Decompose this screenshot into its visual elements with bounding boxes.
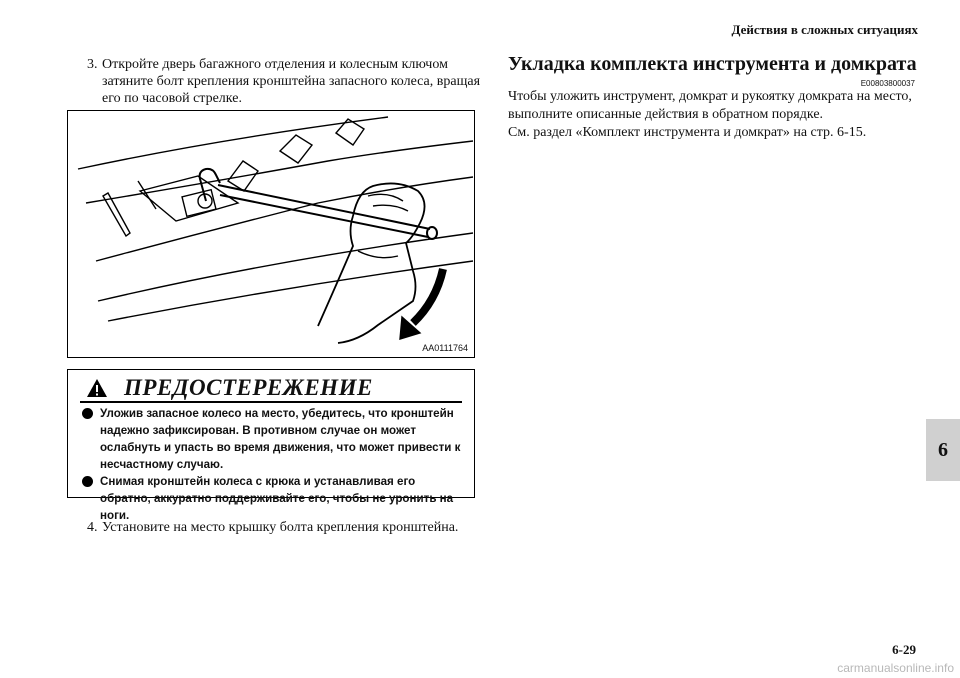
warning-item-text: Снимая кронштейн колеса с крюка и устанавливая его обратно, аккуратно поддерживайте его, чтобы не уронить на ноги. <box>100 475 454 522</box>
warning-item <box>82 473 462 524</box>
watermark: carmanualsonline.info <box>837 661 954 675</box>
section-code: E00803800037 <box>860 79 915 88</box>
illustration-wheel-wrench <box>67 110 475 358</box>
step-3 <box>87 56 487 107</box>
figure-code: AA0111764 <box>422 343 468 353</box>
bullet-icon <box>82 408 93 419</box>
warning-title: ПРЕДОСТЕРЕЖЕНИЕ <box>124 375 373 400</box>
step-number: 4. <box>87 520 98 535</box>
running-header: Действия в сложных ситуациях <box>731 22 918 37</box>
warning-item <box>82 405 462 473</box>
warning-item-text: Уложив запасное колесо на место, убедитесь, что кронштейн надежно зафиксирован. В противном случае он может ослабнуть и упасть во время движения, что может привести к несчастному случаю. <box>100 407 461 471</box>
step-text: Установите на место крышку болта крепления кронштейна. <box>102 520 459 535</box>
step-4 <box>87 519 507 536</box>
section-body <box>508 88 928 142</box>
cross-reference: См. раздел «Комплект инструмента и домкрат» на стр. 6-15. <box>508 125 867 140</box>
bullet-icon <box>82 476 93 487</box>
warning-header <box>80 374 460 400</box>
body-paragraph: Чтобы уложить инструмент, домкрат и рукоятку домкрата на место, выполните описанные действия в обратном порядке. <box>508 89 912 122</box>
chapter-tab: 6 <box>926 419 960 481</box>
page-number: 6-29 <box>892 642 916 657</box>
warning-list <box>82 405 462 524</box>
section-heading: Укладка комплекта инструмента и домкрата <box>508 53 917 75</box>
warning-box <box>67 369 475 522</box>
step-number: 3. <box>87 57 98 72</box>
step-text: Откройте дверь багажного отделения и колесным ключом затяните болт крепления кронштейна запасного колеса, вращая его по часовой стрелке. <box>102 57 481 106</box>
wrench-illustration-drawing <box>68 111 476 359</box>
warning-divider <box>80 401 462 403</box>
warning-triangle-icon <box>86 378 108 398</box>
